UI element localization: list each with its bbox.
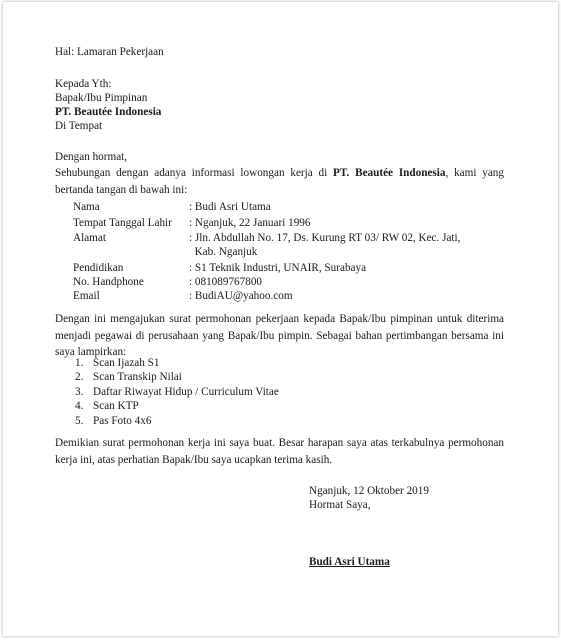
signature-place-date: Nganjuk, 12 Oktober 2019 — [309, 485, 429, 497]
list-item-text: Scan Ijazah S1 — [93, 357, 160, 369]
identity-label: Nama — [73, 201, 100, 213]
list-item-text: Pas Foto 4x6 — [93, 415, 152, 427]
identity-value: : Nganjuk, 22 Januari 1996 — [189, 217, 311, 229]
list-item — [75, 356, 159, 370]
identity-row-birth — [73, 216, 473, 230]
document-page — [3, 2, 558, 636]
signature-closing: Hormat Saya, — [309, 499, 371, 511]
identity-value: : 081089767800 — [189, 276, 263, 288]
identity-row-phone — [73, 275, 473, 289]
list-item — [75, 370, 182, 384]
identity-label: No. Handphone — [73, 276, 144, 288]
identity-label: Alamat — [73, 232, 106, 244]
identity-row-email — [73, 289, 473, 303]
closing-paragraph: Demikian surat permohonan kerja ini saya buat. Besar harapan saya atas terkabulnya permohonan kerja ini, atas perhatian Bapak/Ibu saya ucapkan terima kasih. — [55, 437, 504, 466]
identity-label: Email — [73, 290, 100, 302]
list-item — [75, 399, 139, 413]
list-item-number: 2. — [75, 371, 84, 383]
identity-row-address — [73, 231, 473, 245]
intro-company: PT. Beautée Indonesia — [333, 167, 446, 179]
identity-row-education — [73, 261, 473, 275]
list-item-number: 5. — [75, 415, 84, 427]
identity-row-address-cont — [73, 245, 473, 259]
recipient-company: PT. Beautée Indonesia — [55, 106, 162, 118]
list-item-text: Daftar Riwayat Hidup / Curriculum Vitae — [93, 386, 279, 398]
identity-value: : S1 Teknik Industri, UNAIR, Surabaya — [189, 262, 367, 274]
list-item-text: Scan KTP — [93, 400, 139, 412]
recipient-title: Bapak/Ibu Pimpinan — [55, 92, 148, 104]
identity-label: Pendidikan — [73, 262, 124, 274]
recipient-to: Kepada Yth: — [55, 78, 112, 90]
list-item — [75, 385, 279, 399]
list-item-text: Scan Transkip Nilai — [93, 371, 182, 383]
list-item-number: 1. — [75, 357, 84, 369]
list-item-number: 4. — [75, 400, 84, 412]
intro-text-after: , kami yang bertanda tangan di bawah ini: — [55, 167, 504, 196]
greeting: Dengan hormat, — [55, 151, 128, 163]
identity-value: Kab. Nganjuk — [189, 246, 258, 258]
letter-subject: Hal: Lamaran Pekerjaan — [55, 46, 164, 58]
recipient-place: Di Tempat — [55, 120, 103, 132]
identity-label: Tempat Tanggal Lahir — [73, 217, 172, 229]
application-paragraph: Dengan ini mengajukan surat permohonan pekerjaan kepada Bapak/Ibu pimpinan untuk diterima menjadi pegawai di perusahaan yang Bapak/Ibu pimpin. Sebagai bahan pertimbangan bersama ini saya lampirkan: — [55, 313, 504, 358]
intro-text-before: Sehubungan dengan adanya informasi lowongan kerja di — [55, 167, 334, 179]
list-item — [75, 414, 151, 428]
identity-value: : Budi Asri Utama — [189, 201, 271, 213]
identity-row-name — [73, 200, 473, 214]
identity-value: : Jln. Abdullah No. 17, Ds. Kurung RT 03/ RW 02, Kec. Jati, — [189, 232, 461, 244]
signature-name: Budi Asri Utama — [309, 556, 390, 568]
intro-paragraph — [55, 165, 504, 198]
list-item-number: 3. — [75, 386, 84, 398]
identity-value: : BudiAU@yahoo.com — [189, 290, 293, 302]
